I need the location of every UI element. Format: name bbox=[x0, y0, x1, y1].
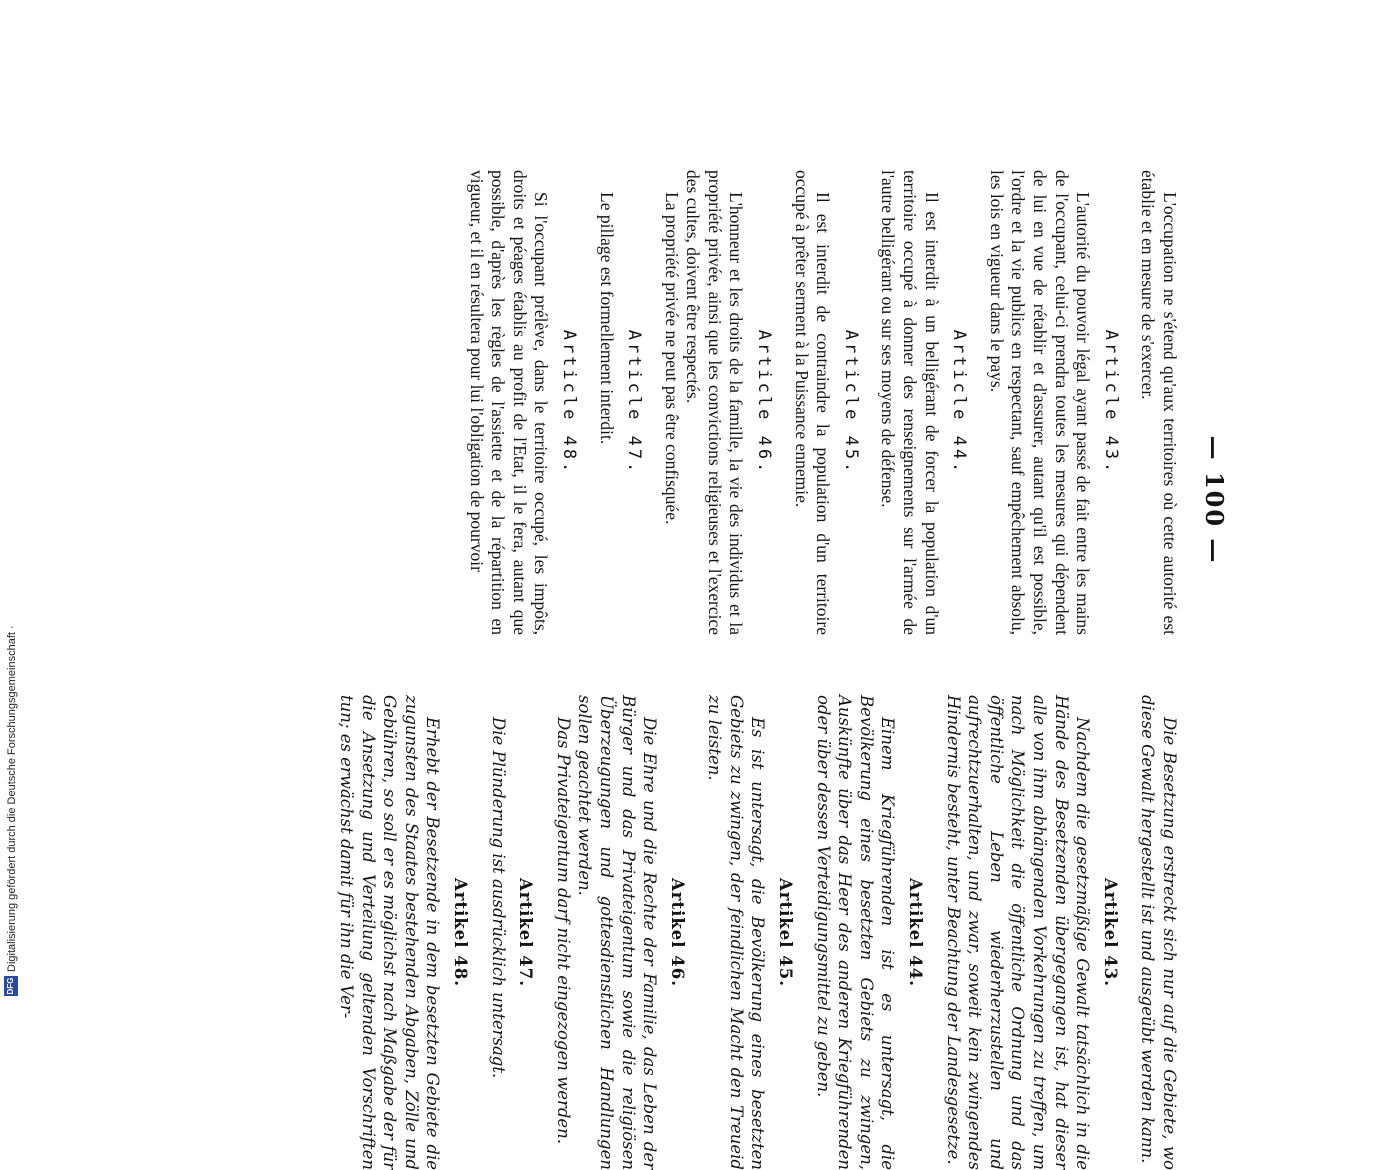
german-article-heading: Artikel 46. bbox=[667, 877, 687, 988]
dfg-logo: DFG bbox=[4, 976, 18, 996]
french-column bbox=[465, 170, 1180, 635]
german-article-paragraph: Die Plünderung ist ausdrücklich untersagt. bbox=[488, 717, 508, 1079]
german-column bbox=[335, 695, 1180, 1170]
french-article-paragraph: Il est interdit de contraindre la population d'un territoire occupé à prêter serment à la Puissance ennemie. bbox=[791, 170, 834, 635]
french-article-heading: Article 46. bbox=[754, 329, 775, 476]
french-article-paragraph: Si l'occupant prélève, dans le territoire occupé, les impôts, droits et péages établis au profit de l'Etat, il le fera, autant que possible, d'après les règles de l'assiette et de la répartition en vigueur, et il en résultera pour lui l'obligation de pourvoir bbox=[466, 170, 552, 635]
german-article-heading: Artikel 44. bbox=[906, 877, 926, 988]
german-article-heading: Artikel 43. bbox=[1100, 877, 1120, 988]
french-article-heading: Article 44. bbox=[949, 329, 970, 476]
french-intro: L'occupation ne s'étend qu'aux territoires où cette autorité est établie et en mesure de s'exercer. bbox=[1138, 170, 1180, 635]
footer-credit-text: Digitalisierung gefördert durch die Deutsche Forschungsgemeinschaft · bbox=[6, 625, 18, 972]
french-article-heading: Article 45. bbox=[840, 329, 861, 476]
german-intro: Die Besetzung erstreckt sich nur auf die Gebiete, wo diese Gewalt hergestellt ist und ausgeübt werden kann. bbox=[1138, 695, 1179, 1170]
french-article-heading: Article 48. bbox=[558, 329, 579, 476]
french-article-paragraph: L'honneur et les droits de la famille, la vie des individus et la propriété privée, ainsi que les convictions religieuses et l'exercice des cultes, doivent être respectés. bbox=[683, 170, 747, 635]
german-article-heading: Artikel 48. bbox=[450, 877, 470, 988]
german-article-paragraph: Einem Kriegführenden ist es untersagt, die Bevölkerung eines besetzten Gebiets zu zwingen, Auskünfte über das Heer des anderen Kriegführenden oder über dessen Verteidigungsmittel zu geben. bbox=[813, 695, 898, 1170]
german-article-paragraph: Nachdem die gesetzmäßige Gewalt tatsächlich in die Hände des Besetzenden übergegangen ist, hat dieser alle von ihm abhängenden Vorkehrungen zu treffen, um nach Möglichkeit die öffentliche Ordnung und das öffentliche Leben wiederherzustellen und aufrechtzuerhalten, und zwar, soweit kein zwingendes Hindernis besteht, unter Beachtung der Landesgesetze. bbox=[943, 695, 1093, 1170]
french-article-paragraph: L'autorité du pouvoir légal ayant passé de fait entre les mains de l'occupant, celui-ci prendra toutes les mesures qui dépendent de lui en vue de rétablir et d'assurer, autant qu'il est possible, l'ordre et la vie publics en respectant, sauf empêchement absolu, les lois en vigueur dans le pays. bbox=[986, 170, 1094, 635]
german-article-paragraph: Die Ehre und die Rechte der Familie, das Leben der Bürger und das Privateigentum sowie die religiösen Überzeugungen und gottesdienstlichen Handlungen sollen geachtet werden. bbox=[575, 695, 660, 1170]
page-number: — 100 — bbox=[1200, 435, 1229, 565]
french-article-paragraph: Il est interdit à un belligérant de forcer la population d'un territoire occupé à donner des renseignements sur l'armée de l'autre belligérant ou sur ses moyens de défense. bbox=[878, 170, 942, 635]
german-article-heading: Artikel 47. bbox=[516, 877, 536, 988]
french-article-heading: Article 47. bbox=[624, 329, 645, 476]
french-article-paragraph: Le pillage est formellement interdit. bbox=[596, 192, 617, 445]
french-article-paragraph: La propriété privée ne peut pas être confisquée. bbox=[661, 192, 682, 525]
german-article-paragraph: Erhebt der Besetzende in dem besetzten Gebiete die zugunsten des Staates bestehenden Abgaben, Zölle und Gebühren, so soll er es möglichst nach Maßgabe der für die Ansetzung und Verteilung geltenden Vorschriften tun; es erwächst damit für ihn die Ver- bbox=[337, 695, 443, 1170]
german-article-heading: Artikel 45. bbox=[776, 877, 796, 988]
german-article-paragraph: Das Privateigentum darf nicht eingezogen werden. bbox=[553, 717, 573, 1145]
digitization-footer bbox=[0, 0, 24, 1000]
german-article-paragraph: Es ist untersagt, die Bevölkerung eines besetzten Gebiets zu zwingen, der feindlichen Macht den Treueid zu leisten. bbox=[705, 695, 768, 1170]
french-article-heading: Article 43. bbox=[1100, 329, 1121, 476]
